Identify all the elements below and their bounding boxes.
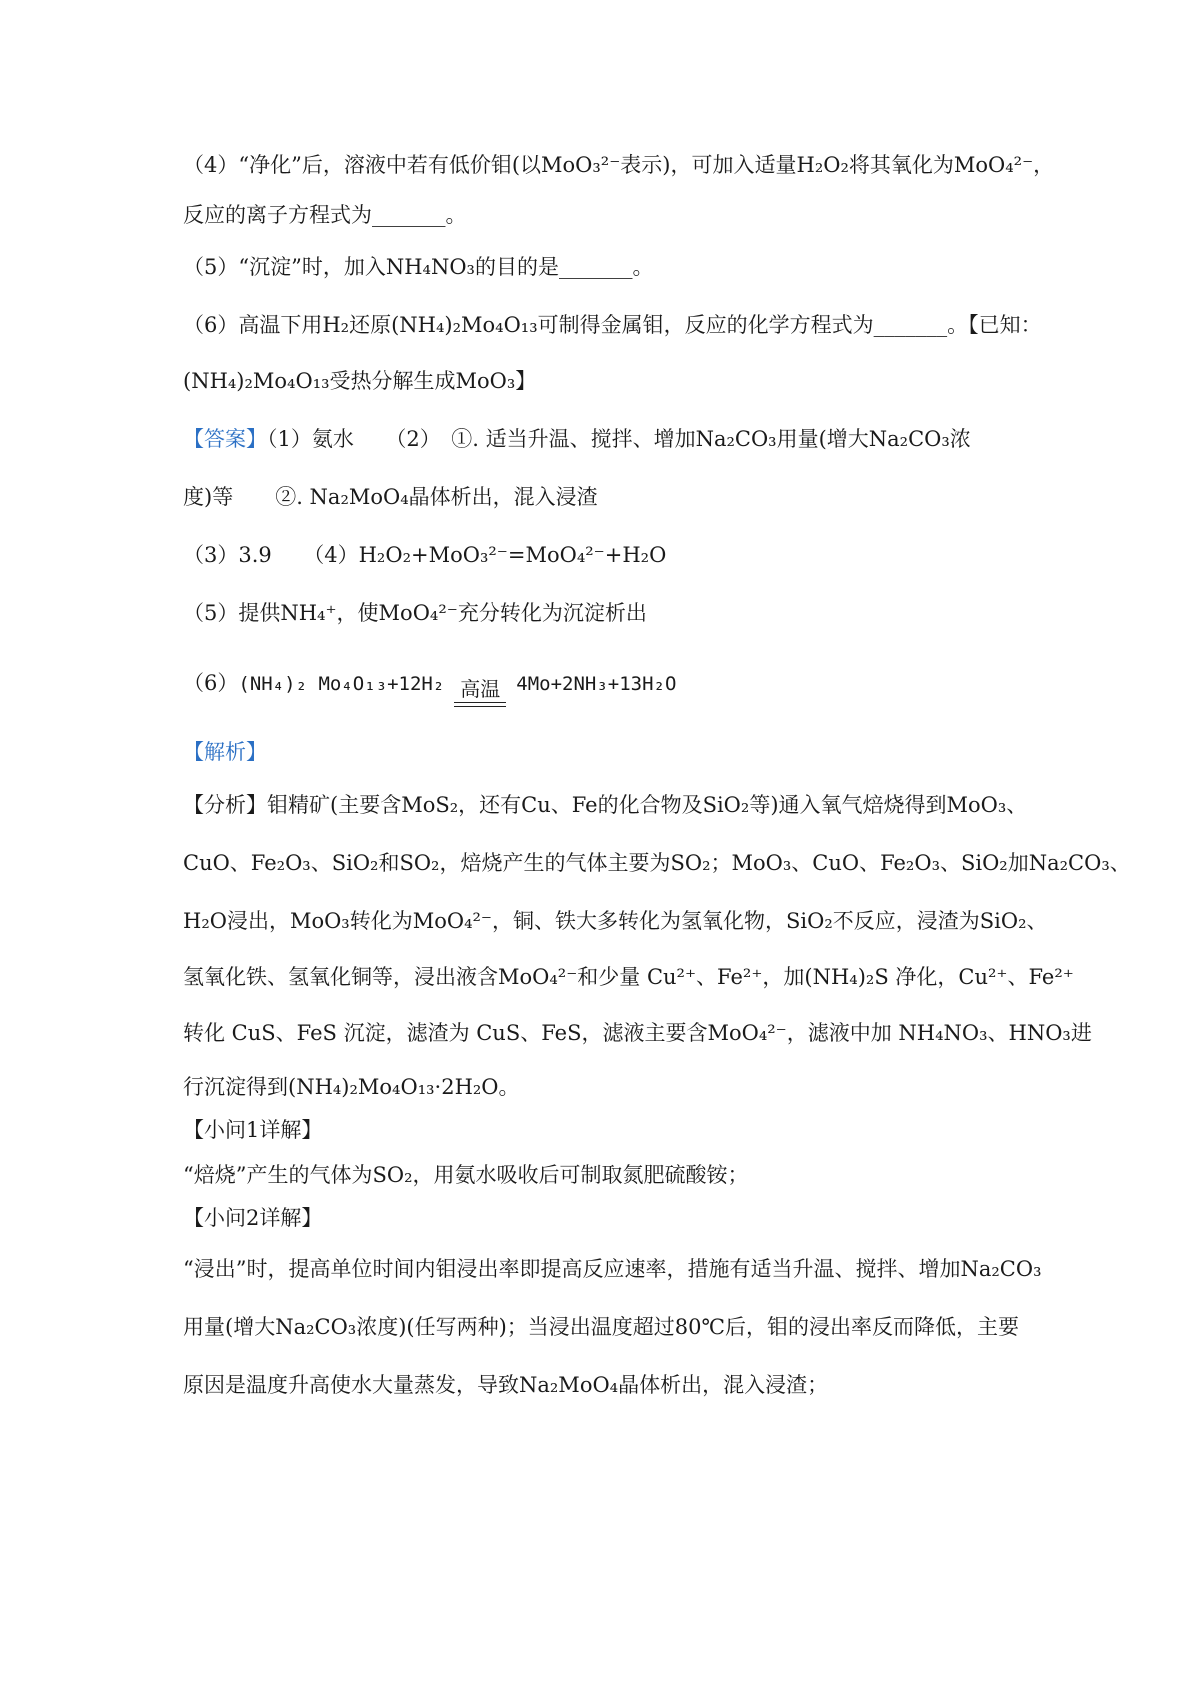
analysis-line: CuO、Fe₂O₃、SiO₂和SO₂，焙烧产生的气体主要为SO₂；MoO₃、CuO、Fe₂O₃、SiO₂加Na₂CO₃、 — [183, 851, 1131, 875]
detail-1-text: “焙烧”产生的气体为SO₂，用氨水吸收后可制取氮肥硫酸铵； — [183, 1163, 749, 1187]
answer-line-3: （3）3.9 （4）H₂O₂+MoO₃²⁻=MoO₄²⁻+H₂O — [183, 543, 667, 567]
answer-text-1: （1）氨水 （2） ①. 适当升温、搅拌、增加Na₂CO₃用量(增大Na₂CO₃浓 — [267, 427, 971, 451]
detail-2-line: 原因是温度升高使水大量蒸发，导致Na₂MoO₄晶体析出，混入浸渣； — [183, 1373, 829, 1397]
answer-line-4: （5）提供NH₄⁺，使MoO₄²⁻充分转化为沉淀析出 — [183, 601, 647, 625]
reaction-condition-label: 高温 — [460, 677, 501, 701]
reaction-condition — [454, 678, 506, 707]
question-6-line-1: （6）高温下用H₂还原(NH₄)₂Mo₄O₁₃可制得金属钼，反应的化学方程式为_______。【已知： — [183, 313, 1042, 337]
detail-2-heading: 【小问2详解】 — [183, 1206, 323, 1230]
question-6-line-2: (NH₄)₂Mo₄O₁₃受热分解生成MoO₃】 — [183, 369, 537, 393]
answer-line-2: 度)等 ②. Na₂MoO₄晶体析出，混入浸渣 — [183, 485, 598, 509]
analysis-line: 【分析】钼精矿(主要含MoS₂，还有Cu、Fe的化合物及SiO₂等)通入氧气焙烧得到MoO₃、 — [183, 793, 1028, 817]
answer-label: 【答案】 — [183, 427, 267, 451]
question-4-line-1: （4）“净化”后，溶液中若有低价钼(以MoO₃²⁻表示)，可加入适量H₂O₂将其氧化为MoO₄²⁻， — [183, 153, 1055, 177]
detail-2-line: “浸出”时，提高单位时间内钼浸出率即提高反应速率，措施有适当升温、搅拌、增加Na₂CO₃ — [183, 1257, 1042, 1281]
question-5-line-1: （5）“沉淀”时，加入NH₄NO₃的目的是_______。 — [183, 255, 654, 279]
answer-line-5-equation — [183, 668, 1030, 707]
double-line-sign — [454, 702, 506, 707]
equation-reactants: (NH₄)₂ Mo₄O₁₃+12H₂ — [238, 673, 445, 695]
question-4-line-2: 反应的离子方程式为_______。 — [183, 203, 467, 227]
answer-6-prefix: （6） — [183, 671, 239, 695]
detail-1-heading: 【小问1详解】 — [183, 1118, 323, 1142]
analysis-label: 【解析】 — [183, 740, 267, 764]
answer-line-1 — [183, 424, 1030, 454]
analysis-line: 氢氧化铁、氢氧化铜等，浸出液含MoO₄²⁻和少量 Cu²⁺、Fe²⁺，加(NH₄)₂S 净化，Cu²⁺、Fe²⁺ — [183, 965, 1074, 989]
detail-2-line: 用量(增大Na₂CO₃浓度)(任写两种)；当浸出温度超过80℃后，钼的浸出率反而降低，主要 — [183, 1315, 1019, 1339]
equation-products: 4Mo+2NH₃+13H₂O — [516, 673, 677, 695]
analysis-line: H₂O浸出，MoO₃转化为MoO₄²⁻，铜、铁大多转化为氢氧化物，SiO₂不反应，浸渣为SiO₂、 — [183, 909, 1048, 933]
analysis-line: 转化 CuS、FeS 沉淀，滤渣为 CuS、FeS，滤液主要含MoO₄²⁻，滤液中加 NH₄NO₃、HNO₃进 — [183, 1021, 1092, 1045]
analysis-line: 行沉淀得到(NH₄)₂Mo₄O₁₃·2H₂O。 — [183, 1075, 520, 1099]
